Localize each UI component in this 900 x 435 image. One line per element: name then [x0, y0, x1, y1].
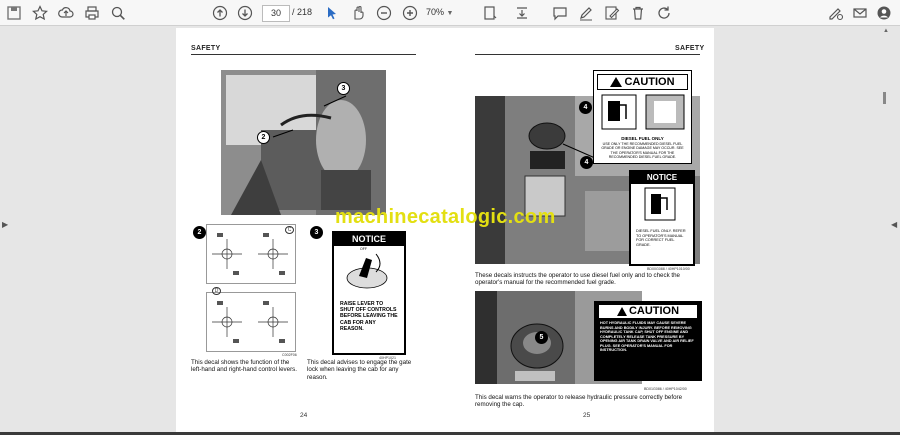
viewer-toolbar: [0, 0, 900, 26]
callout-2-photo: 2: [257, 131, 270, 144]
right-panel-toggle-icon[interactable]: ◀: [891, 220, 898, 229]
notice-decal-code: 40HP1021: [379, 356, 396, 360]
callout-5-photo: 5: [535, 331, 548, 344]
save-icon[interactable]: [4, 3, 24, 23]
notice-off-label: OFF: [360, 247, 367, 251]
callout-4-photo: 4: [580, 156, 593, 169]
callout-3-photo: 3: [337, 82, 350, 95]
left-page-number: 24: [300, 412, 308, 419]
account-avatar-icon[interactable]: [874, 3, 894, 23]
delete-trash-icon[interactable]: [628, 3, 648, 23]
right-control-diagram: [206, 292, 296, 352]
zoom-out-icon[interactable]: [374, 3, 394, 23]
current-page-input[interactable]: 30: [262, 5, 290, 22]
notice-fuel-text: DIESEL FUEL ONLY. REFER TO OPERATOR'S MANUAL FOR CORRECT FUEL GRADE.: [636, 229, 686, 247]
left-control-diagram: [206, 224, 296, 284]
gate-lock-lever-icon: [334, 246, 400, 296]
right-page-header: SAFETY: [675, 45, 705, 52]
left-page: [176, 28, 445, 435]
vertical-scrollbar[interactable]: [880, 26, 890, 435]
upload-cloud-icon[interactable]: [56, 3, 76, 23]
caution-fuel-text: USE ONLY THE RECOMMENDED DIESEL FUEL GRADE OR ENGINE DAMAGE MAY OCCUR. SEE THE OPERATOR'S MANUAL FOR THE RECOMMENDED DIESEL FUEL GRADE.: [601, 142, 684, 160]
chevron-down-icon: ▼: [446, 10, 454, 17]
fill-sign-icon[interactable]: [826, 3, 846, 23]
diagram-code: C002F06: [282, 353, 297, 357]
diagram-letter-d: D: [212, 287, 221, 295]
email-envelope-icon[interactable]: [850, 3, 870, 23]
hydraulic-pressure-caption: This decal warns the operator to release hydraulic pressure correctly before removing the cap.: [475, 394, 683, 409]
header-rule: [475, 54, 700, 55]
bookmark-star-icon[interactable]: [30, 3, 50, 23]
caution-hydraulic-title: CAUTION: [628, 305, 680, 317]
total-pages-label: / 218: [292, 7, 313, 17]
notice-fuel-title: NOTICE: [631, 172, 693, 184]
watermark-text: machinecatalogic.com: [335, 206, 556, 228]
print-icon[interactable]: [82, 3, 102, 23]
caution-fuel-decal: [593, 70, 692, 164]
rotate-refresh-icon[interactable]: [654, 3, 674, 23]
zoom-in-icon[interactable]: [400, 3, 420, 23]
caution-fuel-subtitle: DIESEL FUEL ONLY: [621, 136, 664, 141]
search-zoom-icon[interactable]: [108, 3, 128, 23]
hydraulic-decal-code: BD01G086 / 40HP1042/00: [644, 387, 687, 391]
draw-signature-icon[interactable]: [602, 3, 622, 23]
caution-hydraulic-decal: [594, 301, 702, 381]
warning-triangle-icon: [617, 307, 627, 316]
fuel-decal-code: BD00G088 / 40HP1010/00: [647, 267, 690, 271]
left-panel-toggle-icon[interactable]: ▶: [2, 220, 9, 229]
highlight-pen-icon[interactable]: [576, 3, 596, 23]
callout-3: 3: [310, 226, 323, 239]
notice-decal-text: RAISE LEVER TO SHUT OFF CONTROLS BEFORE LEAVING THE CAB FOR ANY REASON.: [340, 301, 398, 332]
hand-pan-icon[interactable]: [348, 3, 368, 23]
control-levers-caption: This decal shows the function of the left-hand and right-hand control levers.: [191, 359, 297, 374]
scrollbar-thumb[interactable]: [883, 92, 886, 104]
fuel-pump-manual-icon: [594, 93, 691, 131]
scroll-up-arrow-icon[interactable]: ▲: [883, 28, 889, 34]
select-cursor-icon[interactable]: [322, 3, 342, 23]
notice-decal: [332, 231, 406, 355]
left-page-header: SAFETY: [191, 45, 221, 52]
gate-lock-caption: This decal advises to engage the gate lock when leaving the cab for any reason.: [307, 359, 412, 381]
right-page: [445, 28, 714, 435]
zoom-level-value: 70%: [426, 7, 445, 17]
callout-2: 2: [193, 226, 206, 239]
page-view-icon[interactable]: [480, 3, 500, 23]
next-page-icon[interactable]: [235, 3, 255, 23]
header-rule: [191, 54, 416, 55]
warning-triangle-icon: [610, 77, 622, 87]
previous-page-icon[interactable]: [210, 3, 230, 23]
cab-interior-photo: [221, 70, 386, 215]
fuel-pump-icon: [631, 184, 689, 224]
right-page-number: 25: [583, 412, 591, 419]
callout-4: 4: [579, 101, 592, 114]
caution-hydraulic-text: HOT HYDRAULIC FLUIDS MAY CAUSE SEVERE BURNS AND BODILY INJURY. BEFORE REMOVING HYDRAULIC TANK CAP, SHUT OFF ENGINE AND COMPLETELY RELEASE TANK PRESSURE BY OPENING AIR TANK DRAIN VALVE AND AIR RELIEF PLUG. SEE OPERATOR'S MANUAL FOR INSTRUCTION.: [600, 321, 694, 352]
scroll-mode-icon[interactable]: [512, 3, 532, 23]
zoom-level-dropdown[interactable]: [426, 5, 466, 20]
notice-decal-title: NOTICE: [334, 233, 404, 246]
caution-fuel-title: CAUTION: [624, 76, 675, 88]
diagram-letter-c: C: [285, 226, 294, 234]
comment-icon[interactable]: [550, 3, 570, 23]
notice-fuel-decal: [629, 170, 695, 266]
diesel-fuel-caption: These decals instructs the operator to use diesel fuel only and to check the operator's manual for the recommended fuel grade.: [475, 272, 680, 287]
